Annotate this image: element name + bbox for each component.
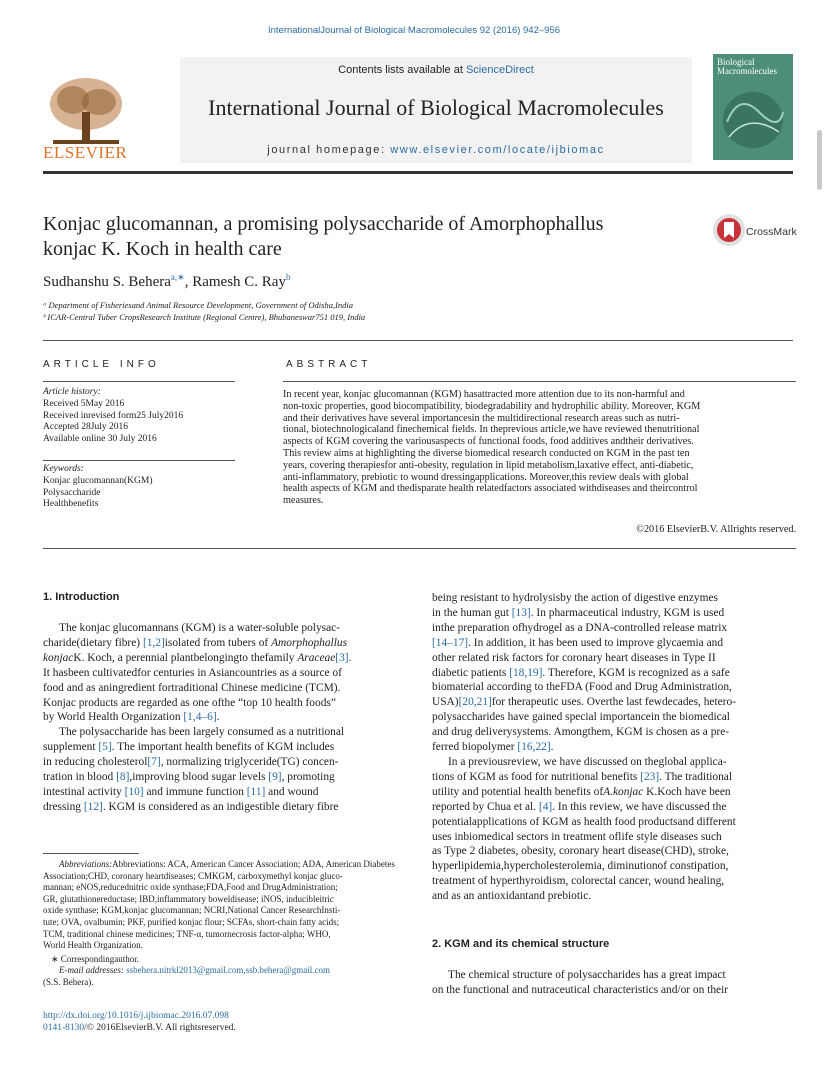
body-line bbox=[432, 651, 796, 666]
doi-link[interactable]: http://dx.doi.org/10.1016/j.ijbiomac.2016.07.098 bbox=[43, 1011, 229, 1021]
citation-link[interactable]: [7] bbox=[147, 756, 161, 769]
body-line bbox=[43, 740, 406, 755]
footnote-line: GR, glutathionereductase; IBD,inflammatory boweldisease; iNOS, inducibleitric bbox=[43, 893, 334, 904]
info-rule bbox=[43, 381, 235, 382]
line-text: . Therefore, KGM is recognized as a safe bbox=[542, 666, 730, 679]
keywords-label: Keywords: bbox=[43, 464, 84, 474]
line-text: . In pharmaceutical industry, KGM is used bbox=[530, 606, 725, 619]
abstract-line: measures. bbox=[283, 495, 324, 507]
section2-body bbox=[432, 968, 796, 998]
body-line bbox=[432, 636, 796, 651]
section-heading-kgm-structure: 2. KGM and its chemical structure bbox=[432, 938, 610, 950]
line-text: . KGM is considered as an indigestible dietary fibre bbox=[102, 800, 339, 813]
email-owner: (S.S. Behera). bbox=[43, 976, 94, 987]
line-text: being resistant to hydrolysisby the action of digestive enzymes bbox=[432, 592, 718, 604]
line-text: K.Koch have been bbox=[643, 785, 731, 798]
body-line bbox=[43, 681, 406, 696]
line-text: diabetic patients bbox=[432, 666, 510, 679]
citation-link[interactable]: [12] bbox=[83, 800, 103, 813]
online-date: Available online 30 July 2016 bbox=[43, 434, 157, 445]
footnote-rule bbox=[43, 853, 139, 854]
citation-link[interactable]: [14–17] bbox=[432, 636, 469, 649]
line-text: and immune function bbox=[143, 785, 247, 798]
line-text: and drug deliverysystems. Amongthem, KGM is chosen as a pre- bbox=[432, 726, 730, 739]
abstract-line: In recent year, konjac glucomannan (KGM) hasattracted more attention due to its non-harmful and bbox=[283, 389, 685, 400]
introduction-body bbox=[43, 621, 406, 815]
line-text: for therapeutic uses. Overthe last fewdecades, hetero- bbox=[491, 696, 736, 709]
abstract-line: anti-inflammatory, prebiotic to wound dressingapplications. Moreover,this review deals with global bbox=[283, 471, 689, 483]
body-line bbox=[432, 695, 796, 710]
line-text: , normalizing triglyceride(TG) concen- bbox=[160, 756, 339, 769]
revised-date: Received inrevised form25 July2016 bbox=[43, 410, 184, 421]
line-text: uses inbiomedical sectors in treatment oflife style diseases such bbox=[432, 830, 722, 843]
article-title-line2: konjac K. Koch in health care bbox=[43, 238, 282, 260]
body-line bbox=[43, 755, 406, 770]
homepage-link[interactable]: www.elsevier.com/locate/ijbiomac bbox=[390, 144, 605, 156]
citation-link[interactable]: [8] bbox=[116, 771, 130, 784]
line-text: tions of KGM as food for nutritional benefits bbox=[432, 770, 641, 783]
line-text: . bbox=[550, 741, 554, 754]
author-name[interactable]: , Ramesh C. Ray bbox=[184, 274, 286, 290]
line-text: biomaterial according to theFDA (Food and Drug Administration, bbox=[432, 681, 732, 694]
email-link[interactable]: ssbehera.nitrkl2013@gmail.com,ssb.behera@gmail.com bbox=[126, 965, 330, 976]
body-line bbox=[43, 696, 406, 711]
abbr-first-line: Abbreviations: ACA, American Cancer Association; ADA, American Diabetes bbox=[112, 859, 395, 869]
corresponding-author-note: ∗ Correspondingauthor. bbox=[51, 953, 140, 964]
body-line bbox=[432, 710, 796, 725]
footnotes bbox=[43, 859, 406, 989]
journal-title: International Journal of Biological Macromolecules bbox=[208, 95, 664, 120]
header-rule bbox=[43, 171, 793, 174]
footnote-line: Association;CHD, coronary heartdiseases; CMKGM, carboxymethyl konjac gluco- bbox=[43, 870, 343, 881]
line-text: reported by Chua et al. bbox=[432, 800, 539, 813]
abstract-line: tional, biotechnologicaland finechemical fields. In theprevious article,we have reviewed thenutritional bbox=[283, 424, 700, 436]
journal-citation[interactable]: InternationalJournal of Biological Macromolecules 92 (2016) 942–956 bbox=[267, 25, 561, 36]
journal-homepage bbox=[180, 144, 692, 156]
body-line bbox=[43, 710, 406, 725]
body-line: The chemical structure of polysaccharides has a great impact bbox=[448, 969, 726, 981]
line-text: treatment of hyperthyroidism, colorectal cancer, wound healing, bbox=[432, 875, 725, 888]
author-name[interactable]: Sudhanshu S. Behera bbox=[43, 274, 171, 290]
article-history bbox=[43, 387, 243, 446]
email-label: E-mail addresses: bbox=[59, 965, 127, 976]
citation-link[interactable]: [11] bbox=[246, 785, 266, 798]
citation-link[interactable]: [3] bbox=[335, 651, 349, 664]
publisher-name: ELSEVIER bbox=[43, 143, 128, 162]
body-line: on the functional and nutraceutical characteristics and/or on their bbox=[432, 983, 729, 996]
body-line bbox=[432, 800, 796, 815]
author-affil-sup[interactable]: a,∗ bbox=[170, 272, 185, 282]
citation-link[interactable]: [23] bbox=[640, 770, 660, 783]
line-text: utility and potential health benefits of bbox=[432, 785, 604, 798]
footnote-line: TCM, traditional chinese medicines; TNF-α, tumornecrosis factor-alpha; WHO, bbox=[43, 928, 331, 939]
abstract-line: This review aims at highlighting the diverse biomedical research conducted on KGM in the past ten bbox=[283, 447, 690, 459]
line-text: Amorphophallus bbox=[271, 636, 348, 649]
line-text: Konjac products are regarded as one ofthe “top 10 health foods” bbox=[43, 696, 336, 709]
abstract-line: and their derivatives have several importancesin the multidirectional research areas such as nutri- bbox=[283, 412, 680, 424]
citation-link[interactable]: [9] bbox=[268, 771, 282, 784]
line-text: hyperlipidemia,hypercholesterolemia, diminutionof constipation, bbox=[432, 860, 729, 873]
keyword-item: Healthbenefits bbox=[43, 499, 99, 510]
section-heading-introduction: 1. Introduction bbox=[43, 591, 120, 603]
cover-art bbox=[719, 82, 787, 154]
abstract-copyright: ©2016 ElsevierB.V. Allrights reserved. bbox=[636, 524, 796, 535]
line-text: . The important health benefits of KGM includes bbox=[111, 741, 335, 754]
body-line bbox=[432, 606, 796, 621]
line-text: Araceae bbox=[297, 651, 336, 664]
line-text: isolated from tubers of bbox=[164, 636, 272, 649]
citation-link[interactable]: [5] bbox=[98, 741, 112, 754]
footnote-line: Abbreviations:Abbreviations: ACA, American Cancer Association; ADA, American Diabetes bbox=[59, 859, 395, 869]
abstract-line: health aspects of KGM and thedisparate health relatedfactors associated withdiseases and theircontrol bbox=[283, 483, 698, 495]
homepage-label: journal homepage: bbox=[267, 144, 391, 156]
sciencedirect-link[interactable]: ScienceDirect bbox=[465, 64, 534, 76]
body-line bbox=[43, 621, 406, 636]
article-info-heading: ARTICLE INFO bbox=[43, 359, 160, 370]
affiliation-a: ᵃ Department of Fisheriesand Animal Resource Development, Government of Odisha,India bbox=[43, 300, 354, 310]
body-line bbox=[432, 844, 796, 859]
line-text: in reducing cholesterol bbox=[43, 756, 148, 769]
body-line bbox=[432, 740, 796, 755]
contents-line bbox=[180, 64, 692, 76]
citation-link[interactable]: [18,19] bbox=[509, 666, 543, 679]
line-text: The konjac glucomannans (KGM) is a water-soluble polysac- bbox=[59, 622, 340, 634]
body-line bbox=[43, 785, 406, 800]
right-column-body bbox=[432, 591, 796, 904]
abstract-text bbox=[283, 389, 796, 507]
abstract-line: years, covering therapiesfor anti-obesity, regulation in lipid metabolism,laxative effect, anti-diabetic, bbox=[283, 459, 694, 471]
body-line bbox=[432, 591, 796, 606]
line-text: other related risk factors for coronary heart diseases in Type II bbox=[432, 651, 716, 664]
line-text: . In addition, it has been used to improve glycaemia and bbox=[468, 636, 724, 649]
article-title-line1: Konjac glucomannan, a promising polysaccharide of Amorphophallus bbox=[43, 213, 604, 235]
line-text: , promoting bbox=[281, 771, 335, 784]
history-label: Article history: bbox=[43, 387, 101, 397]
line-text: It hasbeen cultivatedfor centuries in Asiancountries as a source of bbox=[43, 666, 342, 679]
doi-block bbox=[43, 1010, 236, 1034]
body-line bbox=[43, 651, 406, 666]
citation-link[interactable]: [10] bbox=[124, 785, 144, 798]
line-text: and as an antioxidantand prebiotic. bbox=[432, 890, 592, 903]
abstract-bottom-rule bbox=[43, 548, 796, 549]
citation-link[interactable]: [4] bbox=[538, 800, 553, 813]
body-line bbox=[43, 725, 406, 740]
body-line bbox=[432, 770, 796, 785]
body-line bbox=[432, 755, 796, 770]
line-text: ferred biopolymer bbox=[432, 741, 518, 754]
body-line bbox=[432, 785, 796, 800]
line-text: konjac bbox=[43, 651, 74, 664]
line-text: polysaccharides have gained special importancein the biomedical bbox=[432, 711, 730, 724]
keywords bbox=[43, 464, 243, 511]
line-text: inthe preparation ofhydrogel as a DNA-controlled release matrix bbox=[432, 621, 728, 634]
abstract-line: aspects of KGM covering the variousaspects of functional foods, food additives andtheir derivatives. bbox=[283, 436, 694, 448]
abstract-heading: ABSTRACT bbox=[286, 359, 372, 370]
line-text: In a previousreview, we have discussed on theglobal applica- bbox=[448, 755, 727, 768]
abstract-rule bbox=[283, 381, 796, 382]
author-list bbox=[43, 272, 290, 291]
line-text: food and as aningredient fortraditional Chinese medicine (TCM). bbox=[43, 681, 341, 694]
body-line bbox=[43, 800, 406, 815]
line-text: dressing bbox=[43, 800, 84, 813]
body-line bbox=[432, 666, 796, 681]
line-text: . In this review, we have discussed the bbox=[552, 800, 727, 813]
body-line bbox=[432, 725, 796, 740]
accepted-date: Accepted 28July 2016 bbox=[43, 422, 128, 433]
line-text: intestinal activity bbox=[43, 785, 125, 798]
line-text: A.konjac bbox=[603, 785, 644, 798]
citation-link[interactable]: [16,22] bbox=[517, 741, 551, 754]
citation-link[interactable]: [1,2] bbox=[142, 636, 165, 649]
citation-link[interactable]: [1,4–6] bbox=[183, 711, 217, 724]
footnote-line: World Health Organization. bbox=[43, 940, 143, 951]
line-text: potentialapplications of KGM as health food productsand different bbox=[432, 815, 736, 828]
line-text: in the human gut bbox=[432, 606, 512, 619]
body-line bbox=[432, 874, 796, 889]
affil-rule bbox=[43, 340, 793, 341]
keywords-rule bbox=[43, 460, 235, 461]
footnote-line: oxide synthase; KGM,konjac glucomannan; NCRI,National Cancer ResearchInsti- bbox=[43, 905, 341, 916]
footnote-line: mannan; eNOS,reducednitric oxide synthase;FDA,Food and DrugAdministration; bbox=[43, 882, 338, 893]
received-date: Received 5May 2016 bbox=[43, 398, 125, 409]
line-text: . bbox=[216, 711, 220, 724]
footnote-line: tute; OVA, ovalbumin; PKF, purified konjac flour; SCFAs, short-chain fatty acids; bbox=[43, 916, 340, 927]
body-line bbox=[43, 636, 406, 651]
line-text: and wound bbox=[265, 785, 319, 798]
line-text: K. Koch, a perennial plantbelongingto thefamily bbox=[73, 651, 298, 664]
abstract-line: non-toxic properties, good biocompatibility, biodegradability and hydrophilic ability. Moreover, KGM bbox=[283, 400, 701, 412]
line-text: supplement bbox=[43, 741, 99, 754]
line-text: . bbox=[348, 651, 352, 664]
citation-link[interactable]: [20,21] bbox=[458, 696, 492, 709]
scrollbar-thumb[interactable] bbox=[817, 130, 822, 190]
line-text: by World Health Organization bbox=[43, 711, 184, 724]
body-line bbox=[432, 859, 796, 874]
affiliation-b: ᵇ ICAR-Central Tuber CropsResearch Institute (Regional Centre), Bhubaneswar751 019, India bbox=[43, 312, 366, 322]
keyword-item: Konjac glucomannan(KGM) bbox=[43, 475, 153, 486]
body-line bbox=[432, 621, 796, 636]
email-note bbox=[43, 965, 406, 977]
body-line bbox=[43, 666, 406, 681]
line-text: The polysaccharide has been largely consumed as a nutritional bbox=[59, 726, 345, 739]
journal-cover-image[interactable] bbox=[713, 54, 793, 160]
body-line bbox=[432, 889, 796, 904]
issn-rights: /© 2016ElsevierB.V. All rightsreserved. bbox=[84, 1023, 236, 1033]
crossmark-label[interactable]: CrossMark bbox=[746, 226, 797, 238]
body-line bbox=[432, 830, 796, 845]
keyword-item: Polysaccharide bbox=[43, 487, 101, 498]
citation-link[interactable]: [13] bbox=[511, 606, 531, 619]
body-line bbox=[43, 770, 406, 785]
article-title bbox=[43, 212, 693, 262]
line-text: . The traditional bbox=[659, 770, 733, 783]
line-text: ,improving blood sugar levels bbox=[129, 771, 269, 784]
contents-prefix: Contents lists available at bbox=[338, 64, 466, 76]
body-line bbox=[432, 815, 796, 830]
issn-line bbox=[43, 1022, 236, 1034]
line-text: charide(dietary fibre) bbox=[43, 636, 143, 649]
line-text: USA) bbox=[432, 696, 459, 709]
cover-title: Biological Macromolecules bbox=[717, 57, 777, 76]
body-line bbox=[432, 680, 796, 695]
line-text: as Type 2 diabetes, obesity, coronary heart disease(CHD), stroke, bbox=[432, 845, 729, 858]
author-affil-sup[interactable]: b bbox=[285, 272, 291, 282]
issn-link[interactable]: 0141-8130 bbox=[43, 1023, 85, 1033]
line-text: tration in blood bbox=[43, 771, 117, 784]
